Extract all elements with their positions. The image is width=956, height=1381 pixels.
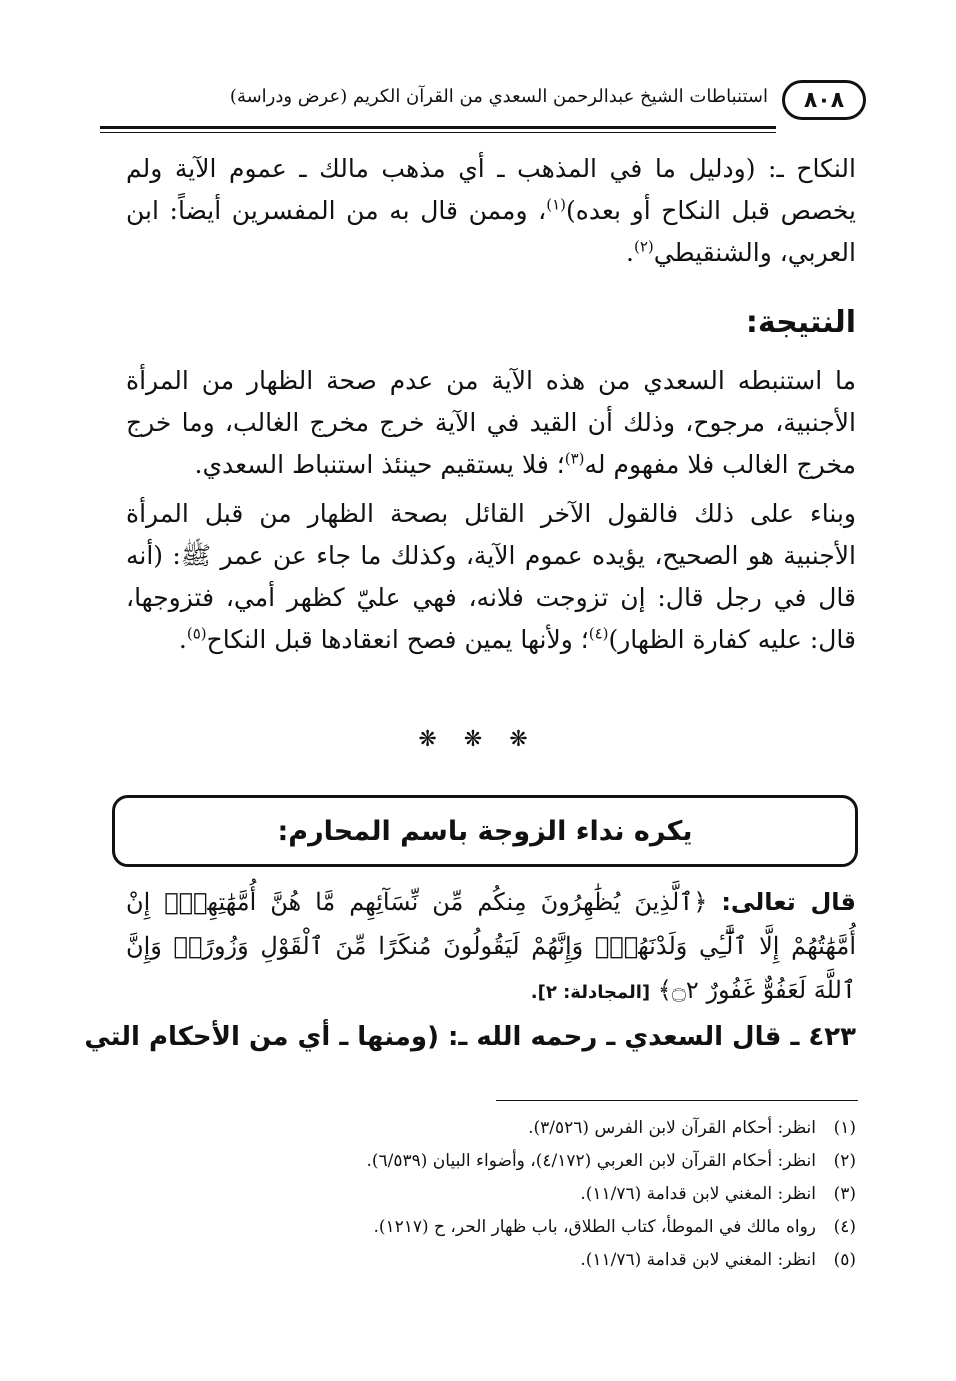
footnote: (٤) رواه مالك في الموطأ، كتاب الطلاق، باب ظهار الحر، ح (١٢١٧). xyxy=(373,1217,856,1237)
page-header xyxy=(100,74,866,126)
footnote: (١) انظر: أحكام القرآن لابن الفرس (٣/٥٢٦). xyxy=(528,1118,856,1138)
result-paragraph: ما استنبطه السعدي من هذه الآية من عدم صحة الظهار من المرأة الأجنبية، مرجوح، وذلك أن القيد في الآية خرج مخرج الغالب، وما خرج مخرج الغالب فلا مفهوم له$^{(٣)}$؛ فلا يستقيم حينئذ استنباط السعدي. xyxy=(126,366,856,479)
intro-paragraph: النكاح ـ: (ودليل ما في المذهب ـ أي مذهب مالك ـ عموم الآية ولم يخصص قبل النكاح أو بعده)$^{(١)}$، وممن قال به من المفسرين أيضاً: ابن العربي، والشنقيطي$^{(٢)}$. xyxy=(126,154,857,267)
result-heading: النتيجة: xyxy=(745,305,856,340)
footnote-ref-4[interactable]: (٤) xyxy=(588,624,609,643)
section-title-box xyxy=(112,795,858,867)
footnote: (٣) انظر: المغني لابن قدامة (١١/٧٦). xyxy=(580,1184,856,1204)
header-rule-thin xyxy=(100,132,776,133)
footnote: (٥) انظر: المغني لابن قدامة (١١/٧٦). xyxy=(580,1250,856,1270)
section-separator: ❋ ❋ ❋ xyxy=(418,727,538,752)
second-paragraph: وبناء على ذلك فالقول الآخر القائل بصحة الظهار من قبل المرأة الأجنبية هو الصحيح، يؤيده عموم الآية، وكذلك ما جاء عن عمر ﷺ: (أنه قال في رجل قال: إن تزوجت فلانه، فهي عليّ كظهر أمي، فتزوجها، قال: عليه كفارة الظهار)$^{(٤)}$؛ ولأنها يمين فصح انعقادها قبل النكاح$^{(٥)}$. xyxy=(126,499,856,654)
page-number: ٨٠٨ xyxy=(782,80,866,120)
footnote: (٢) انظر: أحكام القرآن لابن العربي (٤/١٧٢)، وأضواء البيان (٦/٥٣٩). xyxy=(366,1151,856,1171)
verse-lead: قال تعالى: xyxy=(721,888,856,916)
footnote-ref-3[interactable]: (٣) xyxy=(564,449,585,468)
verse-reference: [المجادلة: ٢]. xyxy=(530,982,651,1003)
footnote-ref-2[interactable]: (٢) xyxy=(633,237,654,256)
quran-verse-block xyxy=(126,880,856,1015)
header-rule xyxy=(100,126,776,129)
section-title: يكره نداء الزوجة باسم المحارم: xyxy=(277,815,693,847)
footnote-separator xyxy=(496,1100,858,1101)
footnote-ref-5[interactable]: (٥) xyxy=(186,624,207,643)
footnotes xyxy=(126,1112,856,1277)
numbered-item-423: ٤٢٣ ـ قال السعدي ـ رحمه الله ـ: (ومنها ـ أي من الأحكام التي xyxy=(84,1022,856,1052)
footnote-ref-1[interactable]: (١) xyxy=(546,195,566,214)
verse-text: ﴿ٱلَّذِينَ يُظَٰهِرُونَ مِنكُم مِّن نِّسَآئِهِم مَّا هُنَّ أُمَّهَٰتِهِمْۖ إِنْ أُمَّهَٰتُهُمْ إِلَّا ٱلَّٰٓـِٔي وَلَدْنَهُمْۚ وَإِنَّهُمْ لَيَقُولُونَ مُنكَرًا مِّنَ ٱلْقَوْلِ وَزُورًاۚ وَإِنَّ ٱللَّهَ لَعَفُوٌّ غَفُورٌ ۝٢﴾ xyxy=(126,888,856,1004)
running-title: استنباطات الشيخ عبدالرحمن السعدي من القرآن الكريم (عرض ودراسة) xyxy=(229,86,768,107)
